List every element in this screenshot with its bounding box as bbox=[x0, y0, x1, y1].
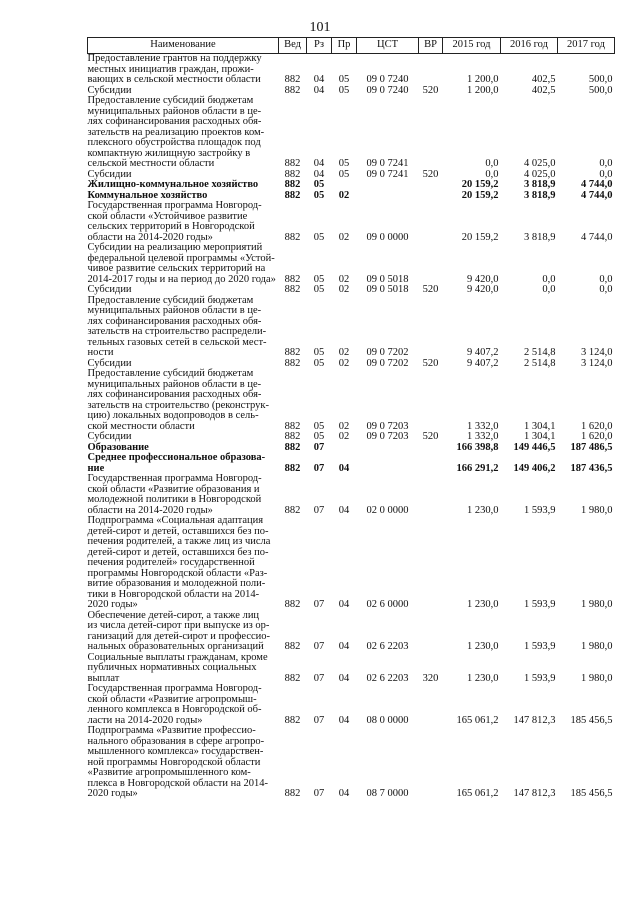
cell-vr bbox=[419, 296, 443, 359]
name-line: Предоставление грантов на поддержку bbox=[87, 53, 262, 64]
cell-2015: 1 332,0 bbox=[467, 431, 499, 442]
table-row bbox=[88, 296, 615, 359]
name-line: вающих в сельской местности области bbox=[87, 74, 261, 85]
name-line: 2014-2017 годы и на период до 2020 года» bbox=[87, 273, 276, 285]
name-line: печения родителей» государственной bbox=[87, 557, 255, 568]
cell-2016: 3 818,9 bbox=[524, 179, 556, 190]
cell-pr: 02 bbox=[338, 420, 350, 432]
name-line: Коммунальное хозяйство bbox=[87, 189, 208, 201]
cell-cst bbox=[357, 191, 419, 202]
cell-cst: 09 0 0000 bbox=[366, 231, 409, 243]
cell-2015: 1 230,0 bbox=[467, 504, 499, 516]
name-line: компактную жилищную застройку в bbox=[87, 147, 251, 159]
cell-cst: 08 0 0000 bbox=[366, 714, 409, 726]
cell-rz: 05 bbox=[313, 189, 325, 201]
cell-2016: 3 818,9 bbox=[524, 189, 556, 201]
cell-2017: 185 456,5 bbox=[570, 788, 613, 799]
cell-2016: 149 446,5 bbox=[513, 441, 556, 453]
cell-pr: 02 bbox=[338, 284, 350, 295]
cell-vr bbox=[419, 453, 443, 474]
name-line: лях софинансирования расходных обя- bbox=[87, 315, 262, 327]
cell-name bbox=[88, 296, 279, 359]
cell-ved: 882 bbox=[284, 158, 301, 169]
cell-vr bbox=[419, 180, 443, 191]
cell-ved: 882 bbox=[284, 788, 301, 799]
name-line: Субсидии bbox=[87, 357, 132, 369]
cell-cst: 02 6 0000 bbox=[366, 599, 409, 610]
cell-2017: 1 980,0 bbox=[581, 641, 613, 652]
cell-2016: 1 593,9 bbox=[524, 641, 556, 652]
table-row bbox=[88, 180, 615, 191]
cell-2015: 9 420,0 bbox=[467, 284, 499, 295]
name-line: области на 2014-2020 годы» bbox=[87, 231, 213, 243]
name-line: Предоставление субсидий бюджетам bbox=[87, 368, 254, 379]
table-row bbox=[88, 201, 615, 243]
cell-name bbox=[88, 54, 279, 86]
cell-2017: 187 436,5 bbox=[570, 462, 613, 474]
cell-name bbox=[88, 432, 279, 443]
name-line: ласти на 2014-2020 годы» bbox=[87, 714, 203, 726]
cell-pr: 02 bbox=[338, 357, 350, 369]
cell-vr: 520 bbox=[422, 284, 439, 295]
cell-vr bbox=[419, 201, 443, 243]
table-body bbox=[88, 54, 615, 800]
header-2017: 2017 год bbox=[558, 38, 615, 54]
name-line: ленного комплекса в Новгородской об- bbox=[87, 704, 262, 715]
table-row bbox=[88, 453, 615, 474]
cell-2015: 20 159,2 bbox=[461, 189, 499, 201]
cell-rz: 05 bbox=[313, 179, 325, 190]
cell-vr bbox=[419, 474, 443, 516]
name-line: Субсидии bbox=[87, 168, 132, 180]
cell-rz: 04 bbox=[313, 74, 325, 85]
cell-pr: 04 bbox=[338, 462, 350, 474]
cell-rz: 07 bbox=[313, 788, 325, 799]
table-row bbox=[88, 54, 615, 86]
cell-rz: 07 bbox=[313, 441, 325, 453]
cell-ved: 882 bbox=[284, 284, 301, 295]
cell-ved: 882 bbox=[284, 420, 301, 432]
cell-2016: 4 025,0 bbox=[524, 168, 556, 180]
name-line: из числа детей-сирот при выпуске из ор- bbox=[87, 620, 270, 631]
cell-2015: 9 420,0 bbox=[467, 273, 499, 285]
cell-name bbox=[88, 96, 279, 170]
cell-2015: 1 200,0 bbox=[467, 74, 499, 85]
cell-2015: 1 230,0 bbox=[467, 641, 499, 652]
cell-ved: 882 bbox=[284, 273, 301, 285]
cell-cst bbox=[357, 453, 419, 474]
cell-rz: 07 bbox=[313, 462, 325, 474]
name-line: ской местности области bbox=[87, 420, 195, 432]
name-line: муниципальных районов области в це- bbox=[87, 305, 262, 316]
table-row bbox=[88, 369, 615, 432]
name-line: нальных образовательных организаций bbox=[87, 641, 264, 652]
cell-2016: 147 812,3 bbox=[513, 714, 556, 726]
cell-2016: 0,0 bbox=[542, 273, 556, 285]
cell-cst: 02 6 2203 bbox=[366, 672, 409, 684]
cell-2016: 1 593,9 bbox=[524, 504, 556, 516]
cell-pr: 04 bbox=[338, 714, 350, 726]
cell-rz: 05 bbox=[313, 231, 325, 243]
cell-2017: 4 744,0 bbox=[581, 231, 613, 243]
cell-rz: 05 bbox=[313, 273, 325, 285]
cell-rz: 07 bbox=[313, 641, 325, 652]
name-line: Предоставление субсидий бюджетам bbox=[87, 95, 254, 106]
cell-2017: 1 980,0 bbox=[581, 672, 613, 684]
cell-2016: 2 514,8 bbox=[524, 347, 556, 358]
name-line: плекса в Новгородской области на 2014- bbox=[87, 777, 268, 789]
cell-ved: 882 bbox=[284, 357, 301, 369]
cell-2017: 3 124,0 bbox=[581, 357, 613, 369]
name-line: муниципальных районов области в це- bbox=[87, 378, 262, 390]
cell-2015: 9 407,2 bbox=[467, 357, 499, 369]
cell-name bbox=[88, 285, 279, 296]
cell-rz: 05 bbox=[313, 420, 325, 432]
cell-2015: 0,0 bbox=[485, 168, 499, 180]
cell-ved: 882 bbox=[284, 641, 301, 652]
cell-cst: 09 0 7241 bbox=[366, 168, 409, 180]
cell-name bbox=[88, 201, 279, 243]
name-line: ности bbox=[87, 347, 114, 358]
name-line: 2020 годы» bbox=[87, 599, 138, 610]
cell-pr: 02 bbox=[338, 189, 350, 201]
header-name: Наименование bbox=[88, 38, 279, 54]
cell-rz: 04 bbox=[313, 84, 325, 96]
cell-vr bbox=[419, 96, 443, 170]
cell-vr bbox=[419, 369, 443, 432]
name-line: Обеспечение детей-сирот, а также лиц bbox=[87, 609, 260, 621]
name-line: сельской местности области bbox=[87, 158, 215, 169]
cell-2015: 1 200,0 bbox=[467, 84, 499, 96]
table-row bbox=[88, 516, 615, 611]
name-line: ной программы Новгородской области bbox=[87, 756, 261, 768]
cell-ved: 882 bbox=[284, 347, 301, 358]
cell-rz: 05 bbox=[313, 284, 325, 295]
cell-2016: 4 025,0 bbox=[524, 158, 556, 169]
cell-vr: 520 bbox=[422, 84, 439, 96]
name-line: ской области «Развитие агропромыш- bbox=[87, 693, 257, 705]
name-line: области на 2014-2020 годы» bbox=[87, 504, 213, 516]
cell-2015: 9 407,2 bbox=[467, 347, 499, 358]
name-line: Подпрограмма «Социальная адаптация bbox=[87, 515, 264, 526]
cell-cst: 09 0 7203 bbox=[366, 420, 409, 432]
cell-2015: 1 230,0 bbox=[467, 672, 499, 684]
cell-rz: 07 bbox=[313, 504, 325, 516]
cell-pr: 04 bbox=[338, 672, 350, 684]
cell-2016: 149 406,2 bbox=[513, 462, 556, 474]
cell-2017: 3 124,0 bbox=[581, 347, 613, 358]
name-line: лях софинансирования расходных обя- bbox=[87, 389, 262, 400]
cell-2016: 402,5 bbox=[531, 84, 556, 96]
name-line: мышленного комплекса» государствен- bbox=[87, 746, 264, 757]
table-row bbox=[88, 285, 615, 296]
cell-vr: 520 bbox=[422, 168, 439, 180]
name-line: цию) локальных водопроводов в сель- bbox=[87, 410, 259, 421]
cell-ved: 882 bbox=[284, 599, 301, 610]
cell-2017: 0,0 bbox=[599, 284, 613, 295]
cell-vr: 520 bbox=[422, 431, 439, 442]
cell-pr: 05 bbox=[338, 158, 350, 169]
table-header-row bbox=[88, 38, 615, 54]
cell-rz: 04 bbox=[313, 158, 325, 169]
cell-pr: 05 bbox=[338, 84, 350, 96]
table-row bbox=[88, 432, 615, 443]
cell-2015: 0,0 bbox=[485, 158, 499, 169]
cell-cst: 09 0 5018 bbox=[366, 273, 409, 285]
cell-ved: 882 bbox=[284, 231, 301, 243]
cell-ved: 882 bbox=[284, 431, 301, 442]
cell-2016: 2 514,8 bbox=[524, 357, 556, 369]
cell-2015: 165 061,2 bbox=[456, 788, 499, 799]
cell-cst: 09 0 7202 bbox=[366, 347, 409, 358]
cell-vr bbox=[419, 443, 443, 454]
header-vr: ВР bbox=[419, 38, 443, 54]
name-line: ние bbox=[87, 462, 105, 474]
cell-vr bbox=[419, 516, 443, 611]
cell-name bbox=[88, 611, 279, 653]
cell-cst: 09 0 7202 bbox=[366, 357, 409, 369]
name-line: Субсидии bbox=[87, 84, 132, 96]
cell-name bbox=[88, 369, 279, 432]
cell-ved: 882 bbox=[284, 74, 301, 85]
cell-pr: 04 bbox=[338, 599, 350, 610]
name-line: молодежной политики в Новгородской bbox=[87, 494, 262, 505]
cell-pr: 05 bbox=[338, 168, 350, 180]
cell-name bbox=[88, 474, 279, 516]
name-line: Среднее профессиональное образова- bbox=[87, 452, 266, 463]
name-line: выплат bbox=[87, 672, 120, 684]
table-row bbox=[88, 653, 615, 685]
table-row bbox=[88, 726, 615, 800]
name-line: программы Новгородской области «Раз- bbox=[87, 567, 268, 579]
cell-rz: 07 bbox=[313, 714, 325, 726]
name-line: Предоставление субсидий бюджетам bbox=[87, 294, 254, 306]
cell-pr: 02 bbox=[338, 231, 350, 243]
cell-ved: 882 bbox=[284, 179, 301, 190]
header-cst: ЦСТ bbox=[357, 38, 419, 54]
cell-2015: 20 159,2 bbox=[461, 179, 499, 190]
cell-2017: 187 486,5 bbox=[570, 441, 613, 453]
name-line: Субсидии bbox=[87, 431, 132, 442]
cell-2015: 20 159,2 bbox=[461, 231, 499, 243]
cell-cst bbox=[357, 180, 419, 191]
header-ved: Вед bbox=[279, 38, 307, 54]
cell-ved: 882 bbox=[284, 84, 301, 96]
cell-pr: 02 bbox=[338, 273, 350, 285]
cell-rz: 05 bbox=[313, 357, 325, 369]
cell-2017: 0,0 bbox=[599, 273, 613, 285]
cell-cst bbox=[357, 443, 419, 454]
name-line: печения родителей, а также лиц из числа bbox=[87, 536, 271, 547]
cell-vr bbox=[419, 726, 443, 800]
cell-rz: 04 bbox=[313, 168, 325, 180]
cell-2016: 1 304,1 bbox=[524, 431, 556, 442]
name-line: Субсидии bbox=[87, 284, 132, 295]
name-line: Субсидии на реализацию мероприятий bbox=[87, 242, 263, 253]
cell-cst: 08 7 0000 bbox=[366, 788, 409, 799]
cell-cst: 02 0 0000 bbox=[366, 504, 409, 516]
cell-ved: 882 bbox=[284, 462, 301, 474]
cell-2015: 1 332,0 bbox=[467, 420, 499, 432]
cell-cst: 09 0 7241 bbox=[366, 158, 409, 169]
name-line: Социальные выплаты гражданам, кроме bbox=[87, 651, 268, 663]
cell-vr bbox=[419, 191, 443, 202]
cell-vr: 320 bbox=[422, 672, 439, 684]
cell-name bbox=[88, 726, 279, 800]
cell-vr bbox=[419, 611, 443, 653]
cell-name bbox=[88, 243, 279, 285]
cell-2017: 1 980,0 bbox=[581, 504, 613, 516]
cell-2017: 185 456,5 bbox=[570, 714, 613, 726]
name-line: ской области «Развитие образования и bbox=[87, 483, 260, 495]
name-line: тельных газовых сетей в сельской мест- bbox=[87, 336, 267, 348]
cell-ved: 882 bbox=[284, 672, 301, 684]
cell-cst: 09 0 7203 bbox=[366, 431, 409, 442]
name-line: детей-сирот и детей, оставшихся без по- bbox=[87, 525, 269, 537]
cell-rz: 07 bbox=[313, 672, 325, 684]
cell-2017: 500,0 bbox=[588, 74, 613, 85]
name-line: чивое развитие сельских территорий на bbox=[87, 263, 266, 274]
cell-rz: 07 bbox=[313, 599, 325, 610]
cell-name bbox=[88, 453, 279, 474]
cell-pr bbox=[332, 180, 357, 191]
cell-rz: 05 bbox=[313, 347, 325, 358]
cell-pr: 02 bbox=[338, 431, 350, 442]
cell-2016: 3 818,9 bbox=[524, 231, 556, 243]
table-row bbox=[88, 611, 615, 653]
name-line: нального образования в сфере агропро- bbox=[87, 735, 265, 747]
cell-cst: 09 0 7240 bbox=[366, 84, 409, 96]
name-line: витие образования и молодежной поли- bbox=[87, 578, 266, 589]
cell-2015: 165 061,2 bbox=[456, 714, 499, 726]
name-line: Образование bbox=[87, 441, 149, 453]
header-2015: 2015 год bbox=[443, 38, 501, 54]
name-line: публичных нормативных социальных bbox=[87, 662, 257, 673]
cell-name bbox=[88, 684, 279, 726]
cell-pr: 04 bbox=[338, 788, 350, 799]
cell-cst: 09 0 7240 bbox=[366, 74, 409, 85]
cell-rz: 05 bbox=[313, 431, 325, 442]
cell-2016: 1 593,9 bbox=[524, 599, 556, 610]
name-line: муниципальных районов области в це- bbox=[87, 105, 262, 117]
cell-ved: 882 bbox=[284, 168, 301, 180]
name-line: плексного обустройства площадок под bbox=[87, 137, 261, 148]
cell-cst: 02 6 2203 bbox=[366, 641, 409, 652]
name-line: Подпрограмма «Развитие профессио- bbox=[87, 725, 256, 736]
cell-name bbox=[88, 516, 279, 611]
cell-cst: 09 0 5018 bbox=[366, 284, 409, 295]
table-row bbox=[88, 684, 615, 726]
budget-table bbox=[87, 37, 615, 800]
header-2016: 2016 год bbox=[501, 38, 558, 54]
name-line: зательств на реализацию проектов ком- bbox=[87, 126, 265, 138]
cell-2015: 166 291,2 bbox=[456, 462, 499, 474]
cell-ved: 882 bbox=[284, 504, 301, 516]
name-line: местных инициатив граждан, прожи- bbox=[87, 63, 254, 75]
header-pr: Пр bbox=[332, 38, 357, 54]
cell-2016: 1 593,9 bbox=[524, 672, 556, 684]
cell-2017: 1 620,0 bbox=[581, 420, 613, 432]
name-line: зательств на строительство (реконструк- bbox=[87, 399, 270, 411]
cell-vr: 520 bbox=[422, 357, 439, 369]
name-line: Жилищно-коммунальное хозяйство bbox=[87, 179, 259, 190]
name-line: федеральной целевой программы «Устой- bbox=[87, 252, 275, 264]
name-line: лях софинансирования расходных обя- bbox=[87, 116, 262, 127]
cell-2017: 4 744,0 bbox=[581, 189, 613, 201]
cell-ved: 882 bbox=[284, 714, 301, 726]
table-row bbox=[88, 474, 615, 516]
cell-pr: 04 bbox=[338, 504, 350, 516]
name-line: Государственная программа Новгород- bbox=[87, 200, 262, 211]
table-row bbox=[88, 96, 615, 170]
cell-2017: 0,0 bbox=[599, 158, 613, 169]
cell-ved: 882 bbox=[284, 189, 301, 201]
name-line: зательств на строительство распредели- bbox=[87, 326, 267, 337]
header-rz: Рз bbox=[307, 38, 332, 54]
name-line: Государственная программа Новгород- bbox=[87, 473, 262, 484]
cell-name bbox=[88, 180, 279, 191]
cell-2016: 147 812,3 bbox=[513, 788, 556, 799]
cell-ved: 882 bbox=[284, 441, 301, 453]
table-row bbox=[88, 243, 615, 285]
name-line: детей-сирот и детей, оставшихся без по- bbox=[87, 546, 269, 558]
cell-vr bbox=[419, 54, 443, 86]
cell-2016: 0,0 bbox=[542, 284, 556, 295]
name-line: «Развитие агропромышленного ком- bbox=[87, 767, 251, 778]
cell-pr: 02 bbox=[338, 347, 350, 358]
cell-pr: 04 bbox=[338, 641, 350, 652]
name-line: ганизаций для детей-сирот и профессио- bbox=[87, 630, 271, 642]
cell-2015: 166 398,8 bbox=[456, 441, 499, 453]
cell-2017: 500,0 bbox=[588, 84, 613, 96]
cell-name bbox=[88, 653, 279, 685]
name-line: тики в Новгородской области на 2014- bbox=[87, 588, 260, 600]
cell-pr bbox=[332, 443, 357, 454]
cell-2017: 1 980,0 bbox=[581, 599, 613, 610]
name-line: ской области «Устойчивое развитие bbox=[87, 210, 248, 222]
name-line: 2020 годы» bbox=[87, 788, 138, 799]
cell-vr bbox=[419, 684, 443, 726]
page-number: 101 bbox=[309, 20, 331, 35]
cell-2016: 402,5 bbox=[531, 74, 556, 85]
cell-2017: 0,0 bbox=[599, 168, 613, 180]
cell-2017: 4 744,0 bbox=[581, 179, 613, 190]
name-line: Государственная программа Новгород- bbox=[87, 683, 262, 694]
cell-2016: 1 304,1 bbox=[524, 420, 556, 432]
name-line: сельских территорий в Новгородской bbox=[87, 221, 255, 232]
cell-2017: 1 620,0 bbox=[581, 431, 613, 442]
cell-vr bbox=[419, 243, 443, 285]
cell-pr: 05 bbox=[338, 74, 350, 85]
cell-2015: 1 230,0 bbox=[467, 599, 499, 610]
